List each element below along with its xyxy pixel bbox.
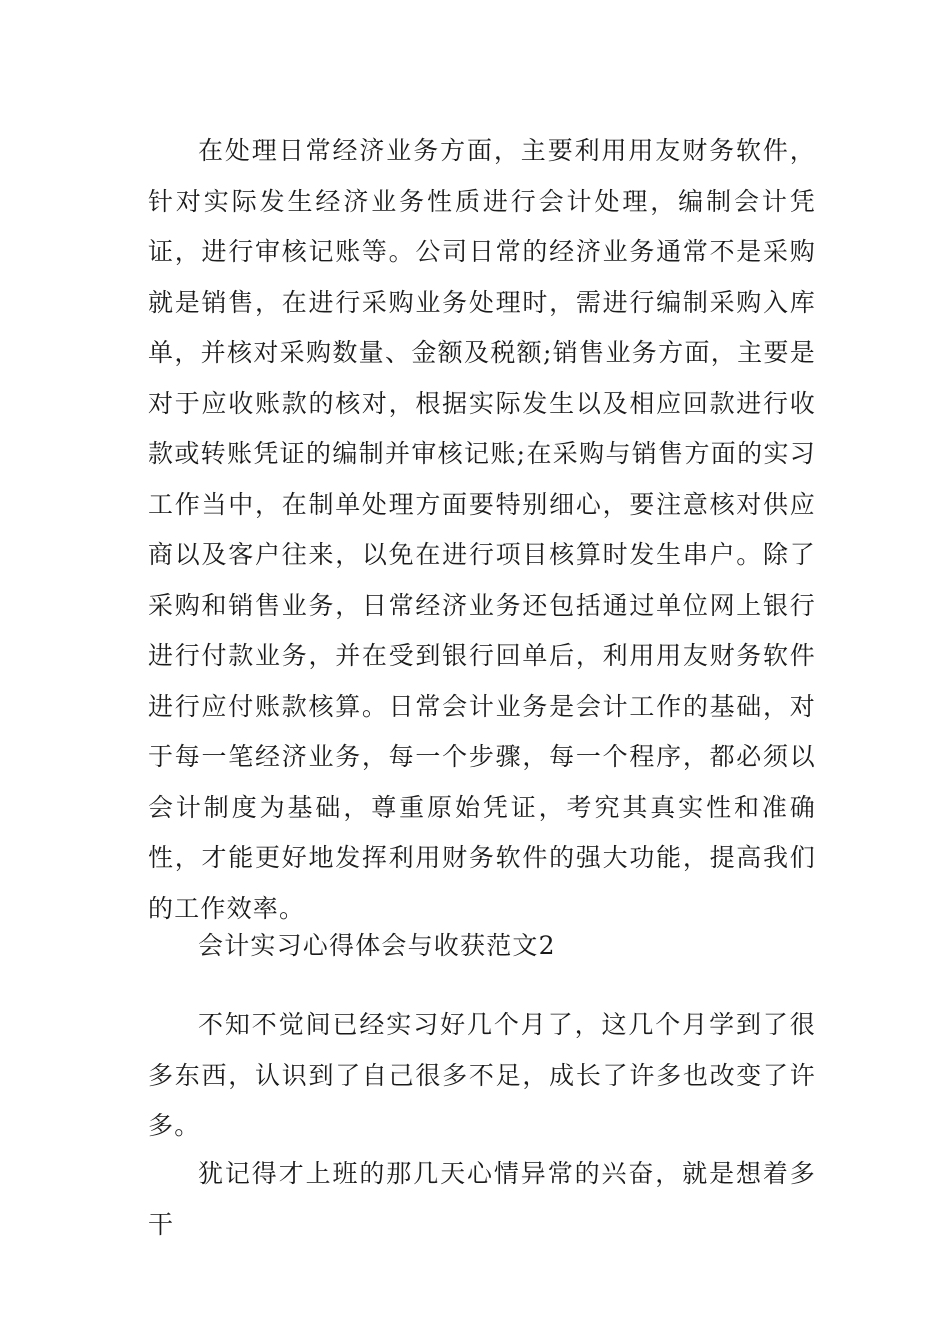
body-paragraph-2: 不知不觉间已经实习好几个月了，这几个月学到了很多东西，认识到了自己很多不足，成长了许多也改变了许多。 xyxy=(148,1010,816,1140)
section-heading: 会计实习心得体会与收获范文2 xyxy=(198,931,556,960)
body-paragraph-1: 在处理日常经济业务方面，主要利用用友财务软件，针对实际发生经济业务性质进行会计处理，编制会计凭证，进行审核记账等。公司日常的经济业务通常不是采购就是销售，在进行采购业务处理时，需进行编制采购入库单，并核对采购数量、金额及税额;销售业务方面，主要是对于应收账款的核对，根据实际发生以及相应回款进行收款或转账凭证的编制并审核记账;在采购与销售方面的实习工作当中，在制单处理方面要特别细心，要注意核对供应商以及客户往来，以免在进行项目核算时发生串户。除了采购和销售业务，日常经济业务还包括通过单位网上银行进行付款业务，并在受到银行回单后，利用用友财务软件进行应付账款核算。日常会计业务是会计工作的基础，对于每一笔经济业务，每一个步骤，每一个程序，都必须以会计制度为基础，尊重原始凭证，考究其真实性和准确性，才能更好地发挥利用财务软件的强大功能，提高我们的工作效率。 xyxy=(148,136,816,923)
body-paragraph-3: 犹记得才上班的那几天心情异常的兴奋，就是想着多干 xyxy=(148,1159,816,1239)
